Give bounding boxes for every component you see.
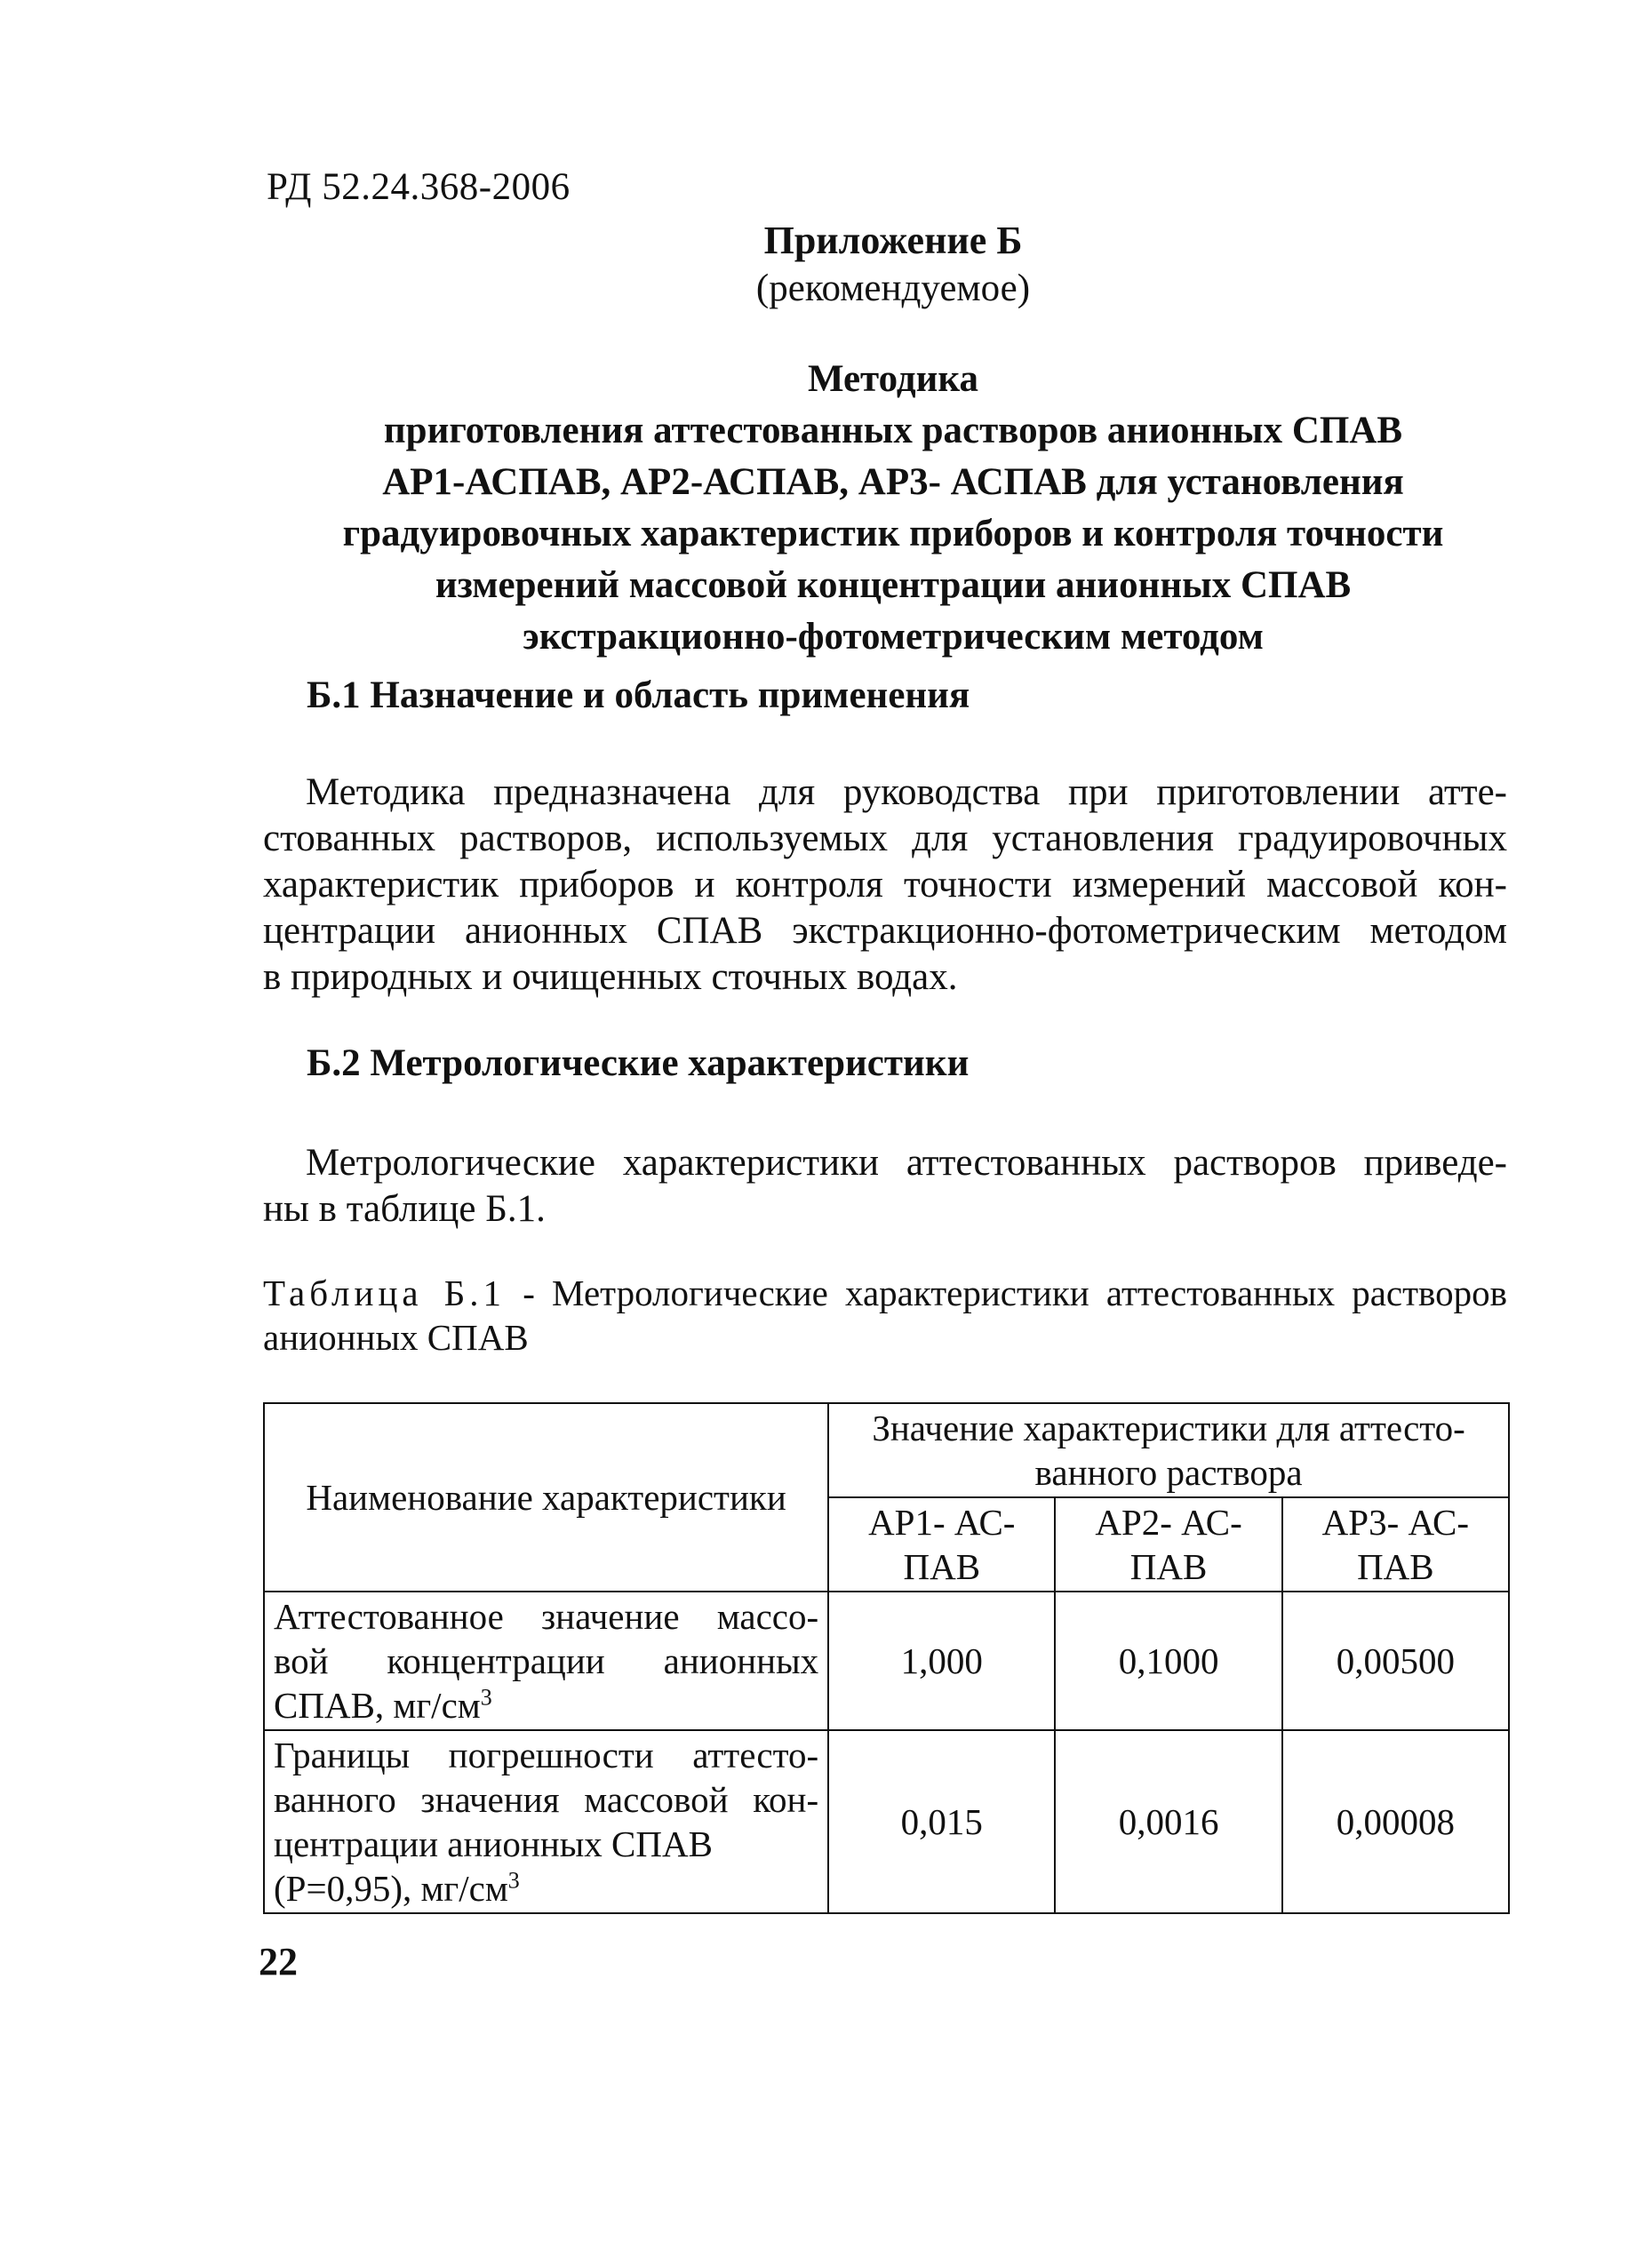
row-label-error-bounds (264, 1730, 828, 1913)
method-title-line: экстракционно-фотометрическим методом (523, 616, 1264, 658)
header-ap3-line: ПАВ (1357, 1546, 1434, 1587)
table-caption (263, 1271, 1507, 1360)
table-caption-text: - Метрологические характеристики аттестованных растворов (506, 1273, 1507, 1313)
table-row (264, 1592, 1509, 1730)
table-caption-line: анионных СПАВ (263, 1317, 529, 1358)
value-ap3: 0,00008 (1282, 1730, 1509, 1913)
row-label-line: центрации анионных СПАВ (274, 1823, 713, 1864)
method-title-line: градуировочных характеристик приборов и контроля точности (342, 513, 1444, 555)
appendix-subtitle: (рекомендуемое) (755, 267, 1031, 309)
value-ap1: 0,015 (828, 1730, 1055, 1913)
row-label-line: ванного значения массовой кон- (274, 1779, 819, 1820)
value-ap3: 0,00500 (1282, 1592, 1509, 1730)
row-label-line (274, 1683, 818, 1727)
section-b2-paragraph (263, 1140, 1507, 1233)
table-header-row (264, 1403, 1509, 1497)
method-title (258, 354, 1528, 663)
section-heading-b2: Б.2 Метрологические характеристики (307, 1042, 970, 1084)
method-title-line: Методика (807, 358, 979, 400)
paragraph-line: ны в таблице Б.1. (263, 1188, 546, 1230)
header-value-group (828, 1403, 1509, 1497)
header-ap2-line: АР2- АС- (1095, 1502, 1242, 1543)
page-number: 22 (259, 1940, 298, 1983)
row-label-certified-value (264, 1592, 828, 1730)
header-ap3-line: АР3- АС- (1321, 1502, 1470, 1543)
section-heading-b1: Б.1 Назначение и область применения (307, 674, 970, 716)
superscript: 3 (480, 1684, 492, 1711)
method-title-line: приготовления аттестованных растворов анионных СПАВ (383, 410, 1403, 451)
value-ap1: 1,000 (828, 1592, 1055, 1730)
paragraph-line: стованных растворов, используемых для установления градуировочных (263, 818, 1507, 859)
header-group-line: Значение характеристики для аттесто- (872, 1408, 1465, 1448)
table-caption-line (263, 1271, 1507, 1315)
paragraph-line: в природных и очищенных сточных водах. (263, 956, 958, 998)
value-ap2: 0,1000 (1055, 1592, 1281, 1730)
table-row (264, 1730, 1509, 1913)
method-title-line: АР1-АСПАВ, АР2-АСПАВ, АР3- АСПАВ для установления (382, 461, 1404, 503)
paragraph-line: характеристик приборов и контроля точности измерений массовой кон- (263, 864, 1507, 906)
metrological-table (263, 1402, 1510, 1914)
header-characteristic-name: Наименование характеристики (264, 1403, 828, 1592)
row-label-unit: СПАВ, мг/см (274, 1685, 481, 1726)
paragraph-line: Метрологические характеристики аттестованных растворов приведе- (306, 1142, 1507, 1184)
row-label-line: Аттестованное значение массо- (274, 1596, 819, 1637)
header-ap1 (828, 1497, 1055, 1592)
method-title-line: измерений массовой концентрации анионных СПАВ (435, 564, 1352, 606)
appendix-title: Приложение Б (763, 219, 1023, 262)
section-b1-paragraph (263, 770, 1507, 1001)
row-label-line: вой концентрации анионных (274, 1640, 819, 1681)
header-ap2 (1055, 1497, 1281, 1592)
header-ap3 (1282, 1497, 1509, 1592)
table-caption-label: Таблица Б.1 (263, 1273, 507, 1313)
header-ap2-line: ПАВ (1129, 1546, 1208, 1587)
value-ap2: 0,0016 (1055, 1730, 1281, 1913)
header-ap1-line: АР1- АС- (868, 1502, 1016, 1543)
superscript: 3 (507, 1867, 520, 1894)
row-label-unit: (Р=0,95), мг/см (274, 1868, 508, 1909)
document-code: РД 52.24.368-2006 (267, 166, 571, 208)
row-label-line (274, 1866, 818, 1911)
paragraph-line: центрации анионных СПАВ экстракционно-фотометрическим методом (263, 910, 1507, 952)
paragraph-line: Методика предназначена для руководства при приготовлении атте- (306, 771, 1507, 813)
header-group-line: ванного раствора (1034, 1452, 1303, 1493)
header-ap1-line: ПАВ (903, 1546, 981, 1587)
row-label-line: Границы погрешности аттесто- (274, 1735, 819, 1775)
